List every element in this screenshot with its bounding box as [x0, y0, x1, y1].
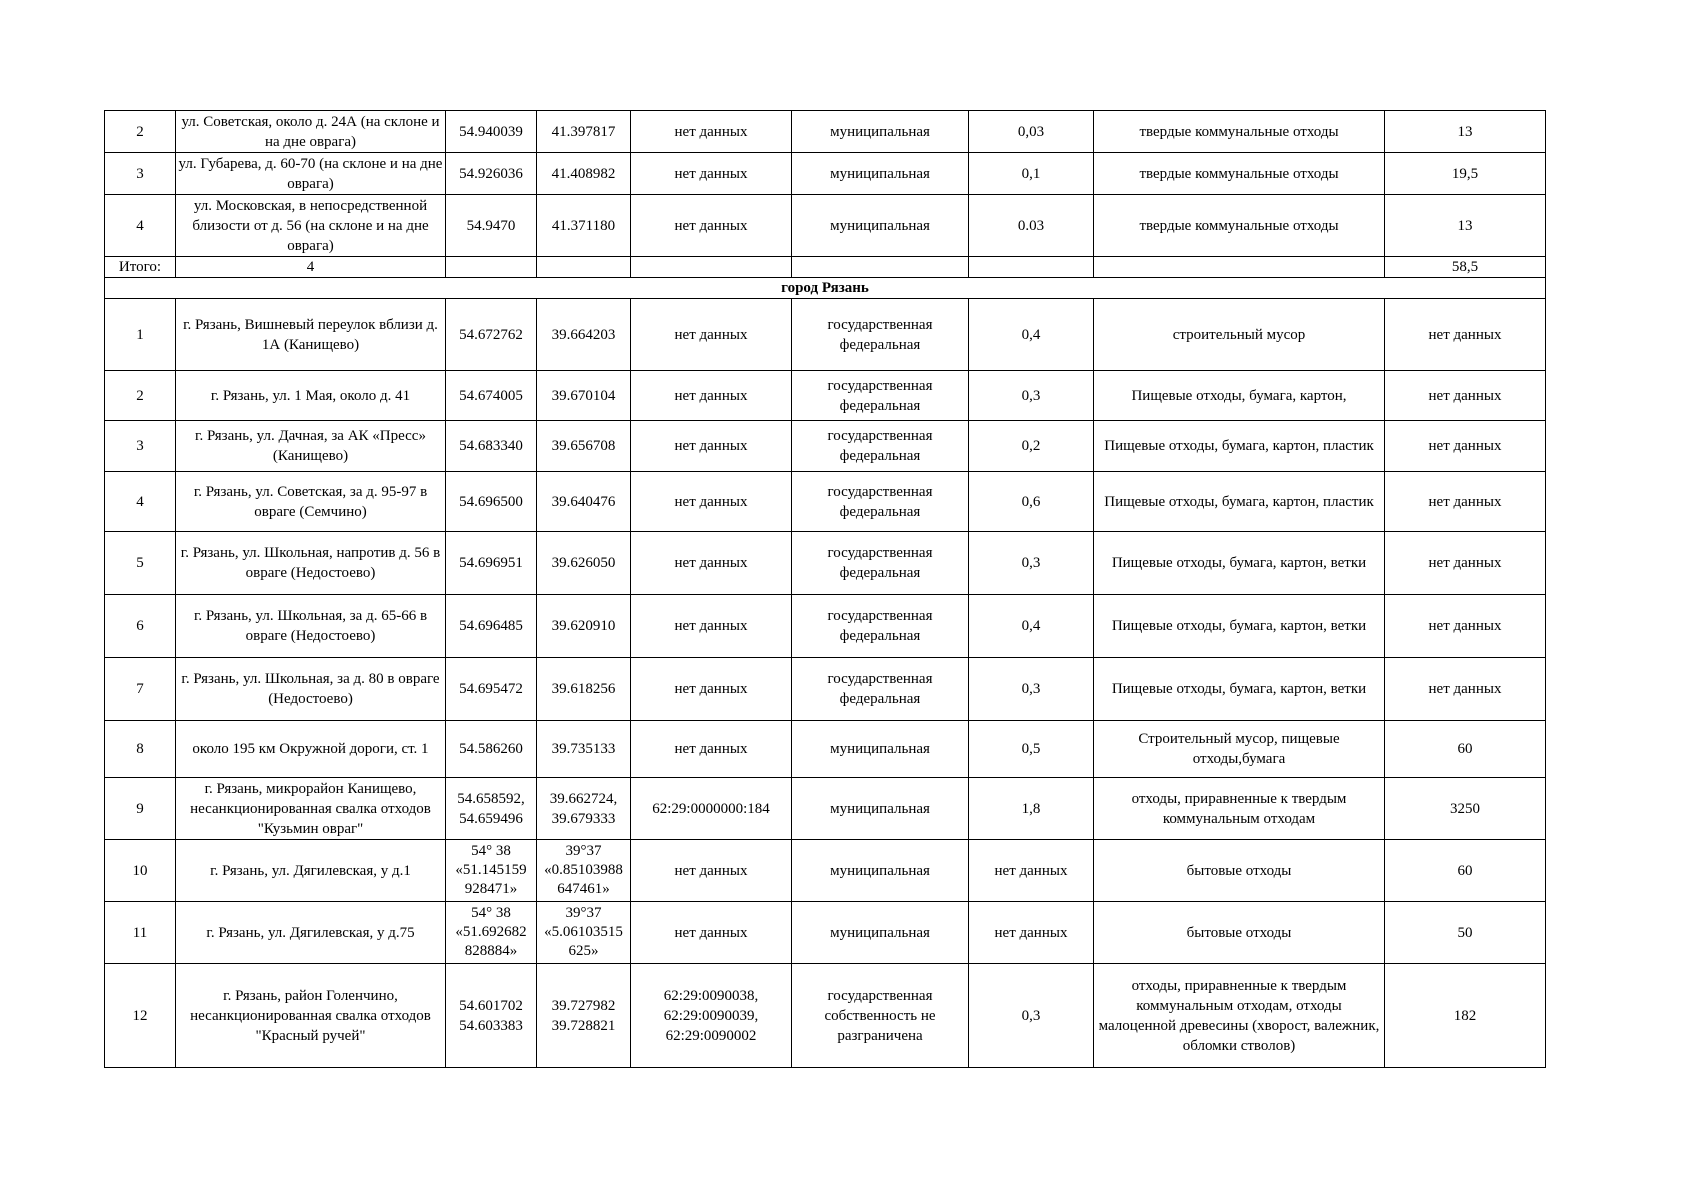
- area: 0,3: [969, 964, 1094, 1068]
- area: нет данных: [969, 902, 1094, 964]
- row-number: 8: [105, 721, 176, 778]
- latitude: 54.696485: [446, 595, 537, 658]
- cadastral-number: 62:29:0000000:184: [631, 778, 792, 840]
- volume: 182: [1385, 964, 1546, 1068]
- ownership: государственная федеральная: [792, 595, 969, 658]
- site-address: г. Рязань, ул. Дачная, за АК «Пресс» (Канищево): [176, 421, 446, 472]
- volume: 60: [1385, 721, 1546, 778]
- site-address: г. Рязань, ул. Школьная, напротив д. 56 в овраге (Недостоево): [176, 532, 446, 595]
- cadastral-number: нет данных: [631, 721, 792, 778]
- row-number: 4: [105, 195, 176, 257]
- waste-type: твердые коммунальные отходы: [1094, 153, 1385, 195]
- volume: нет данных: [1385, 658, 1546, 721]
- longitude: 39°37 «5.06103515 625»: [537, 902, 631, 964]
- ownership: муниципальная: [792, 195, 969, 257]
- waste-type: Пищевые отходы, бумага, картон, ветки: [1094, 532, 1385, 595]
- total-volume: 58,5: [1385, 257, 1546, 278]
- latitude: 54.940039: [446, 111, 537, 153]
- longitude: 39.626050: [537, 532, 631, 595]
- cadastral-number: нет данных: [631, 902, 792, 964]
- latitude: 54.674005: [446, 371, 537, 421]
- waste-type: Пищевые отходы, бумага, картон, пластик: [1094, 472, 1385, 532]
- longitude: 39.662724, 39.679333: [537, 778, 631, 840]
- ownership: муниципальная: [792, 840, 969, 902]
- table-row: [105, 964, 1546, 1068]
- table-row: [105, 658, 1546, 721]
- latitude: 54.586260: [446, 721, 537, 778]
- longitude: 39.664203: [537, 299, 631, 371]
- area: 0,2: [969, 421, 1094, 472]
- cadastral-number: нет данных: [631, 532, 792, 595]
- cadastral-number: нет данных: [631, 421, 792, 472]
- waste-type: бытовые отходы: [1094, 902, 1385, 964]
- waste-sites-table: [104, 110, 1546, 1068]
- ownership: муниципальная: [792, 778, 969, 840]
- table-row: [105, 371, 1546, 421]
- volume: нет данных: [1385, 299, 1546, 371]
- volume: нет данных: [1385, 371, 1546, 421]
- volume: 60: [1385, 840, 1546, 902]
- area: 0,4: [969, 299, 1094, 371]
- waste-type: Пищевые отходы, бумага, картон, пластик: [1094, 421, 1385, 472]
- waste-type: отходы, приравненные к твердым коммунальным отходам, отходы малоценной древесины (хворост, валежник, обломки стволов): [1094, 964, 1385, 1068]
- waste-type: отходы, приравненные к твердым коммунальным отходам: [1094, 778, 1385, 840]
- longitude: 41.408982: [537, 153, 631, 195]
- row-number: 1: [105, 299, 176, 371]
- longitude: 39.640476: [537, 472, 631, 532]
- row-number: 7: [105, 658, 176, 721]
- total-count: 4: [176, 257, 446, 278]
- cadastral-number: нет данных: [631, 195, 792, 257]
- latitude: 54° 38 «51.145159 928471»: [446, 840, 537, 902]
- area: 0,3: [969, 532, 1094, 595]
- row-number: 11: [105, 902, 176, 964]
- row-number: 3: [105, 153, 176, 195]
- site-address: г. Рязань, ул. Дягилевская, у д.1: [176, 840, 446, 902]
- site-address: ул. Губарева, д. 60-70 (на склоне и на дне оврага): [176, 153, 446, 195]
- table-row: [105, 840, 1546, 902]
- latitude: 54.696951: [446, 532, 537, 595]
- longitude: 39°37 «0.85103988 647461»: [537, 840, 631, 902]
- row-number: 9: [105, 778, 176, 840]
- site-address: ул. Советская, около д. 24А (на склоне и на дне оврага): [176, 111, 446, 153]
- table-row: [105, 532, 1546, 595]
- longitude: 39.670104: [537, 371, 631, 421]
- site-address: г. Рязань, ул. Школьная, за д. 65-66 в овраге (Недостоево): [176, 595, 446, 658]
- latitude: 54.658592, 54.659496: [446, 778, 537, 840]
- latitude: 54.672762: [446, 299, 537, 371]
- waste-type: твердые коммунальные отходы: [1094, 111, 1385, 153]
- area: нет данных: [969, 840, 1094, 902]
- waste-type: твердые коммунальные отходы: [1094, 195, 1385, 257]
- area: 0,6: [969, 472, 1094, 532]
- table-row: [105, 421, 1546, 472]
- latitude: 54.696500: [446, 472, 537, 532]
- area: 1,8: [969, 778, 1094, 840]
- site-address: ул. Московская, в непосредственной близости от д. 56 (на склоне и на дне оврага): [176, 195, 446, 257]
- section-header-row: [105, 278, 1546, 299]
- latitude: 54° 38 «51.692682 828884»: [446, 902, 537, 964]
- ownership: муниципальная: [792, 111, 969, 153]
- ownership: государственная федеральная: [792, 472, 969, 532]
- row-number: 10: [105, 840, 176, 902]
- cadastral-number: нет данных: [631, 472, 792, 532]
- longitude: 41.397817: [537, 111, 631, 153]
- total-label: Итого:: [105, 257, 176, 278]
- waste-type: Пищевые отходы, бумага, картон, ветки: [1094, 658, 1385, 721]
- latitude: 54.601702 54.603383: [446, 964, 537, 1068]
- waste-type: Строительный мусор, пищевые отходы,бумага: [1094, 721, 1385, 778]
- area: 0,4: [969, 595, 1094, 658]
- table-row: [105, 111, 1546, 153]
- site-address: г. Рязань, ул. Советская, за д. 95-97 в овраге (Семчино): [176, 472, 446, 532]
- site-address: г. Рязань, ул. Школьная, за д. 80 в овраге (Недостоево): [176, 658, 446, 721]
- section-title: город Рязань: [105, 278, 1546, 299]
- longitude: 41.371180: [537, 195, 631, 257]
- waste-type: Пищевые отходы, бумага, картон,: [1094, 371, 1385, 421]
- table-row: [105, 299, 1546, 371]
- site-address: г. Рязань, район Голенчино, несанкционированная свалка отходов "Красный ручей": [176, 964, 446, 1068]
- table-row: [105, 195, 1546, 257]
- cadastral-number: нет данных: [631, 153, 792, 195]
- row-number: 5: [105, 532, 176, 595]
- table-row: [105, 721, 1546, 778]
- longitude: 39.618256: [537, 658, 631, 721]
- ownership: государственная федеральная: [792, 658, 969, 721]
- cadastral-number: нет данных: [631, 111, 792, 153]
- area: 0,3: [969, 658, 1094, 721]
- volume: нет данных: [1385, 595, 1546, 658]
- table-row: [105, 778, 1546, 840]
- volume: 3250: [1385, 778, 1546, 840]
- volume: 13: [1385, 111, 1546, 153]
- latitude: 54.9470: [446, 195, 537, 257]
- area: 0,5: [969, 721, 1094, 778]
- cadastral-number: 62:29:0090038, 62:29:0090039, 62:29:0090002: [631, 964, 792, 1068]
- table-row: [105, 902, 1546, 964]
- ownership: государственная федеральная: [792, 371, 969, 421]
- longitude: 39.735133: [537, 721, 631, 778]
- site-address: около 195 км Окружной дороги, ст. 1: [176, 721, 446, 778]
- area: 0,3: [969, 371, 1094, 421]
- row-number: 3: [105, 421, 176, 472]
- ownership: государственная федеральная: [792, 299, 969, 371]
- row-number: 6: [105, 595, 176, 658]
- total-row: [105, 257, 1546, 278]
- cadastral-number: нет данных: [631, 595, 792, 658]
- cadastral-number: нет данных: [631, 299, 792, 371]
- row-number: 12: [105, 964, 176, 1068]
- longitude: 39.620910: [537, 595, 631, 658]
- waste-type: бытовые отходы: [1094, 840, 1385, 902]
- site-address: г. Рязань, ул. 1 Мая, около д. 41: [176, 371, 446, 421]
- table-row: [105, 472, 1546, 532]
- volume: нет данных: [1385, 421, 1546, 472]
- site-address: г. Рязань, ул. Дягилевская, у д.75: [176, 902, 446, 964]
- ownership: муниципальная: [792, 902, 969, 964]
- volume: нет данных: [1385, 532, 1546, 595]
- area: 0.03: [969, 195, 1094, 257]
- cadastral-number: нет данных: [631, 840, 792, 902]
- row-number: 2: [105, 371, 176, 421]
- waste-type: строительный мусор: [1094, 299, 1385, 371]
- latitude: 54.926036: [446, 153, 537, 195]
- volume: 13: [1385, 195, 1546, 257]
- waste-type: Пищевые отходы, бумага, картон, ветки: [1094, 595, 1385, 658]
- site-address: г. Рязань, микрорайон Канищево, несанкционированная свалка отходов "Кузьмин овраг": [176, 778, 446, 840]
- ownership: государственная собственность не разграничена: [792, 964, 969, 1068]
- site-address: г. Рязань, Вишневый переулок вблизи д. 1А (Канищево): [176, 299, 446, 371]
- volume: 50: [1385, 902, 1546, 964]
- latitude: 54.695472: [446, 658, 537, 721]
- table-row: [105, 595, 1546, 658]
- latitude: 54.683340: [446, 421, 537, 472]
- area: 0,1: [969, 153, 1094, 195]
- ownership: муниципальная: [792, 721, 969, 778]
- ownership: государственная федеральная: [792, 532, 969, 595]
- row-number: 4: [105, 472, 176, 532]
- ownership: муниципальная: [792, 153, 969, 195]
- longitude: 39.656708: [537, 421, 631, 472]
- cadastral-number: нет данных: [631, 658, 792, 721]
- longitude: 39.727982 39.728821: [537, 964, 631, 1068]
- ownership: государственная федеральная: [792, 421, 969, 472]
- table-row: [105, 153, 1546, 195]
- cadastral-number: нет данных: [631, 371, 792, 421]
- volume: нет данных: [1385, 472, 1546, 532]
- volume: 19,5: [1385, 153, 1546, 195]
- area: 0,03: [969, 111, 1094, 153]
- row-number: 2: [105, 111, 176, 153]
